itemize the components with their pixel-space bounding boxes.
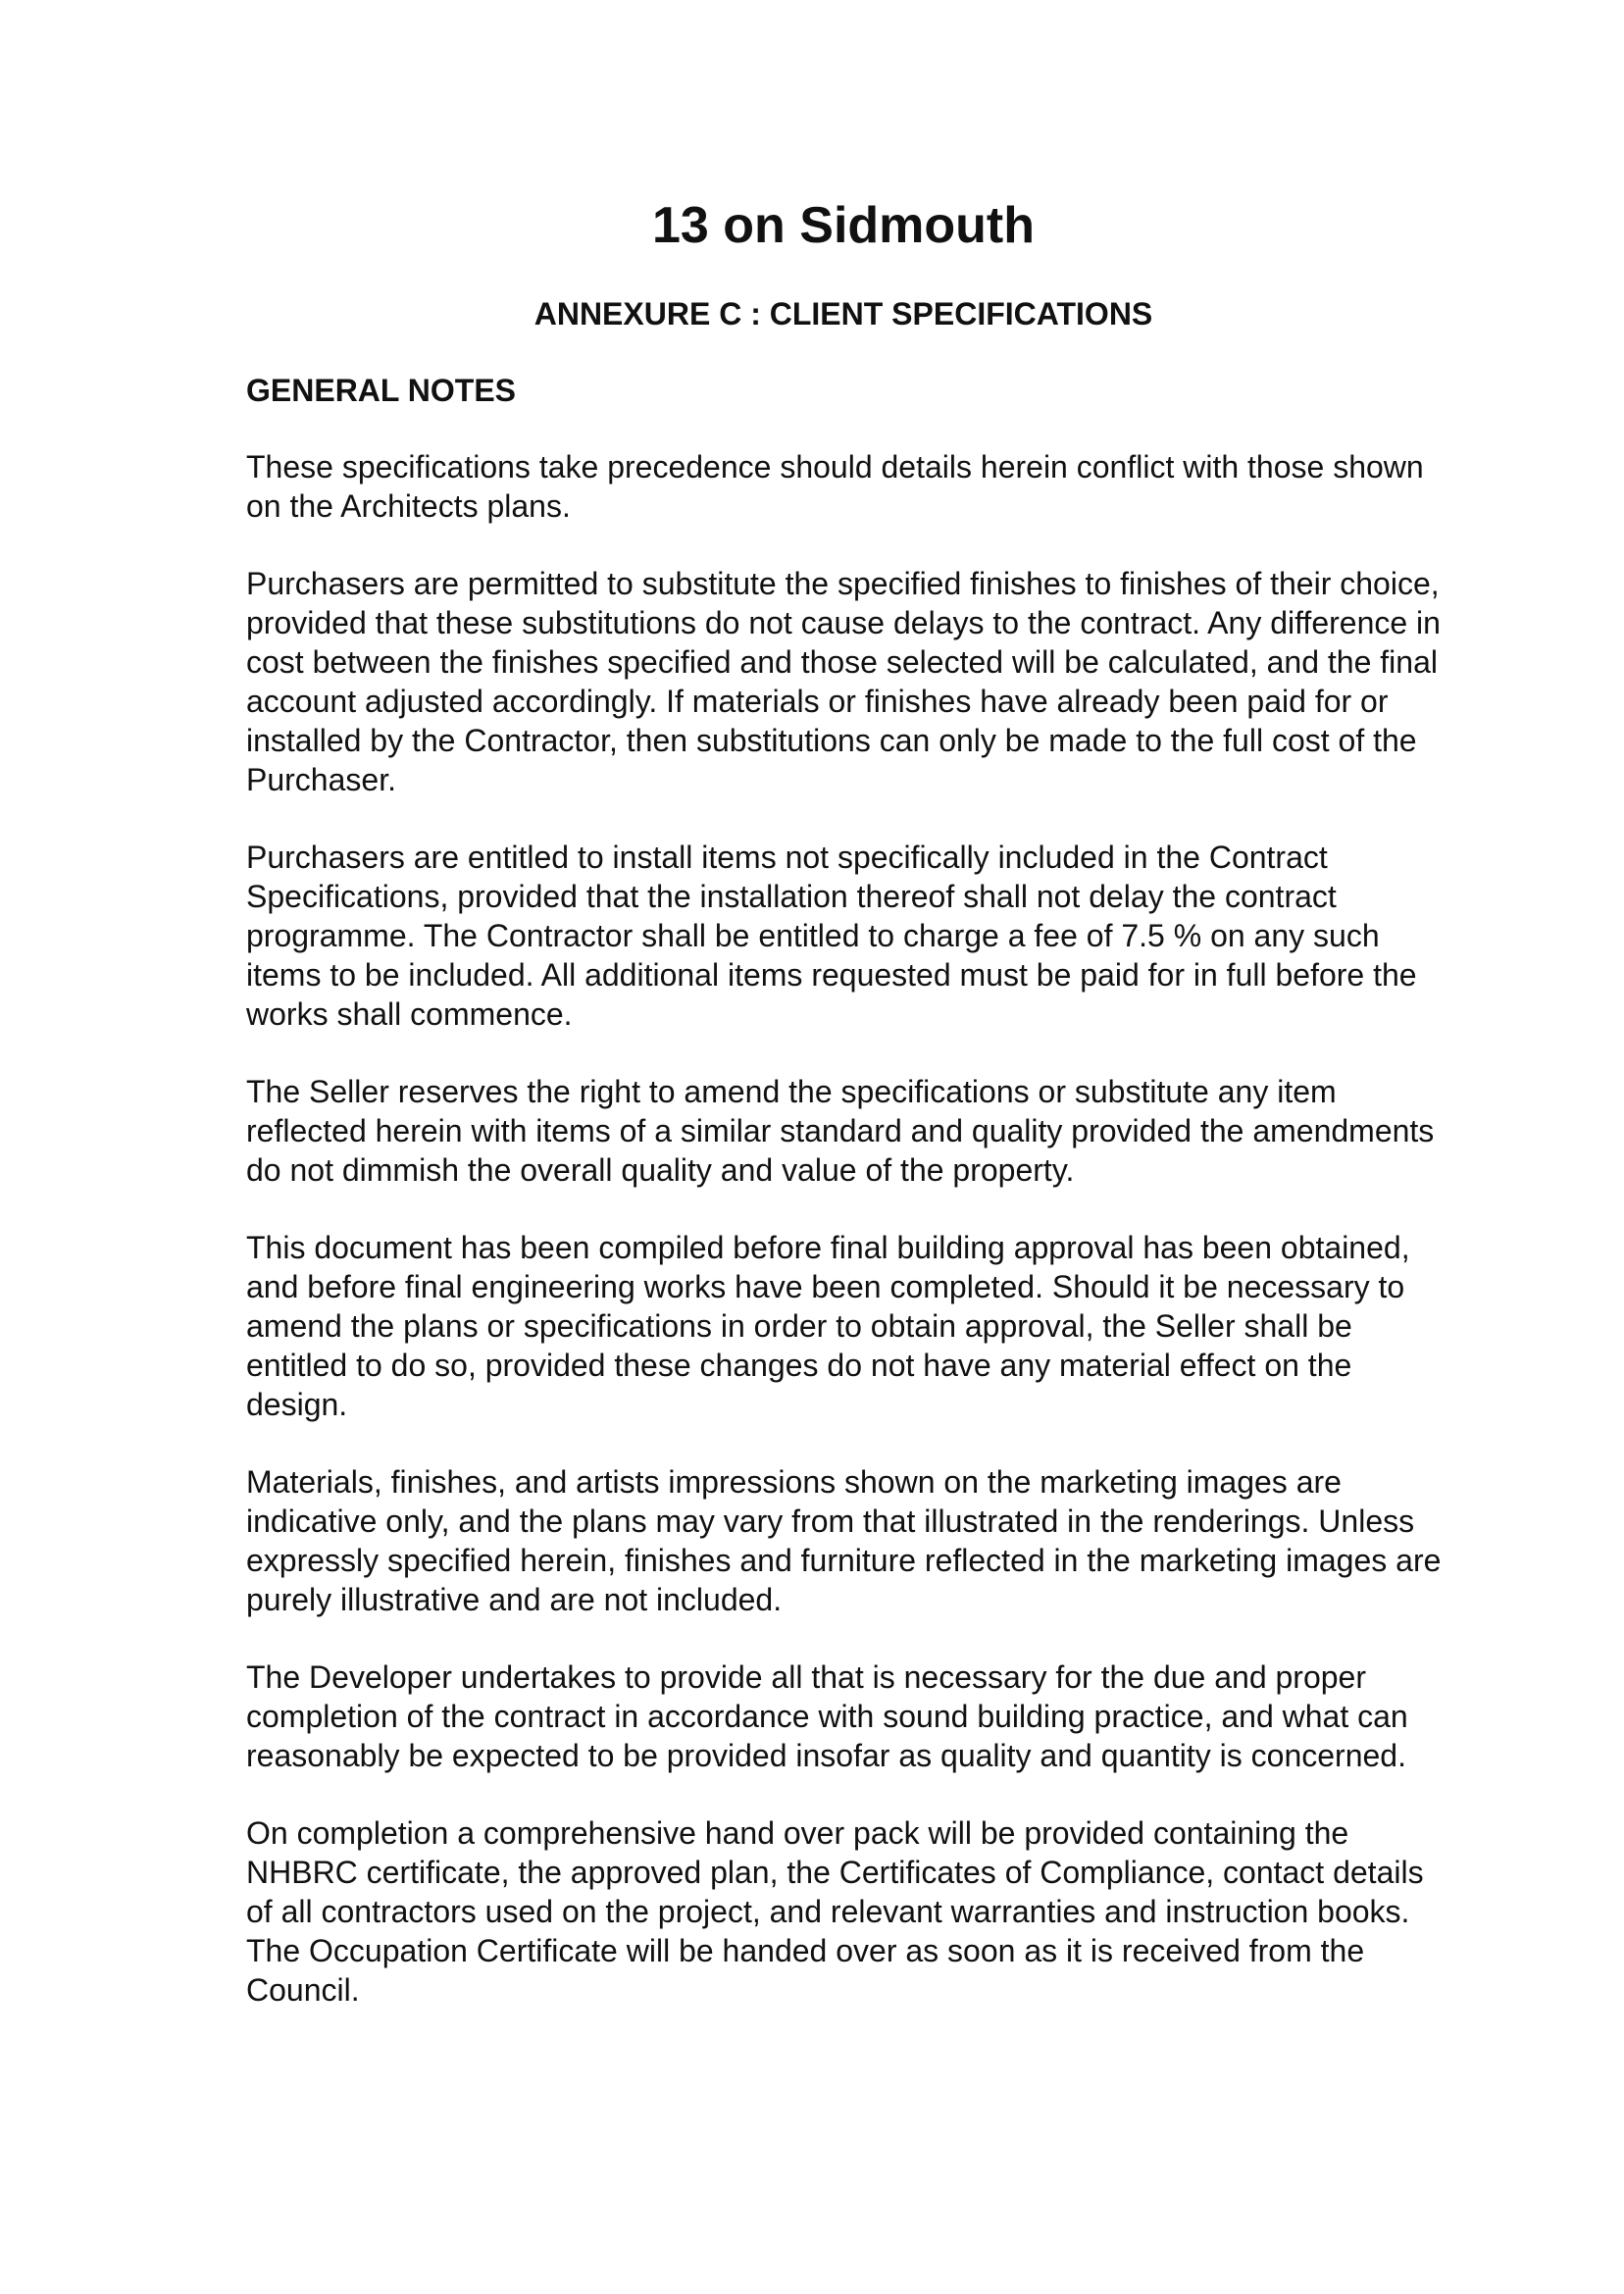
paragraph-additional-items: Purchasers are entitled to install items not specifically included in the Contract Specifications, provided that the installation thereof shall not delay the contract programme. The Contractor shall be entitled to charge a fee of 7.5 % on any such items to be included. All additional items requested must be paid for in full before the works shall commence. — [246, 840, 1417, 1032]
paragraph-precedence: These specifications take precedence should details herein conflict with those shown on the Architects plans. — [246, 449, 1424, 524]
paragraph-hand-over-pack: On completion a comprehensive hand over pack will be provided containing the NHBRC certificate, the approved plan, the Certificates of Compliance, contact details of all contractors used on the project, and relevant warranties and instruction books. The Occupation Certificate will be handed over as soon as it is received from the Council. — [246, 1815, 1424, 2008]
paragraph-marketing-images: Materials, finishes, and artists impressions shown on the marketing images are indicative only, and the plans may vary from that illustrated in the renderings. Unless expressly specified herein, finishes and furniture reflected in the marketing images are purely illustrative and are not included. — [246, 1464, 1442, 1617]
paragraph-substitution: Purchasers are permitted to substitute the specified finishes to finishes of their choice, provided that these substitutions do not cause delays to the contract. Any difference in cost between the finishes specified and those selected will be calculated, and the final account adjusted accordingly. If materials or finishes have already been paid for or installed by the Contractor, then substitutions can only be made to the full cost of the Purchaser. — [246, 566, 1441, 797]
document-body — [246, 371, 1452, 2048]
document-title: 13 on Sidmouth — [652, 197, 1035, 254]
paragraph-developer-undertaking: The Developer undertakes to provide all that is necessary for the due and proper completion of the contract in accordance with sound building practice, and what can reasonably be expected to be provided insofar as quality and quantity is concerned. — [246, 1659, 1408, 1773]
paragraph-seller-rights: The Seller reserves the right to amend the specifications or substitute any item reflected herein with items of a similar standard and quality provided the amendments do not dimmish the overall quality and value of the property. — [246, 1074, 1435, 1188]
document-subtitle: ANNEXURE C : CLIENT SPECIFICATIONS — [533, 296, 1153, 331]
paragraph-approval: This document has been compiled before final building approval has been obtained, and before final engineering works have been completed. Should it be necessary to amend the plans or specifications in order to obtain approval, the Seller shall be entitled to do so, provided these changes do not have any material effect on the design. — [246, 1230, 1410, 1422]
section-heading-general-notes: GENERAL NOTES — [246, 373, 516, 408]
